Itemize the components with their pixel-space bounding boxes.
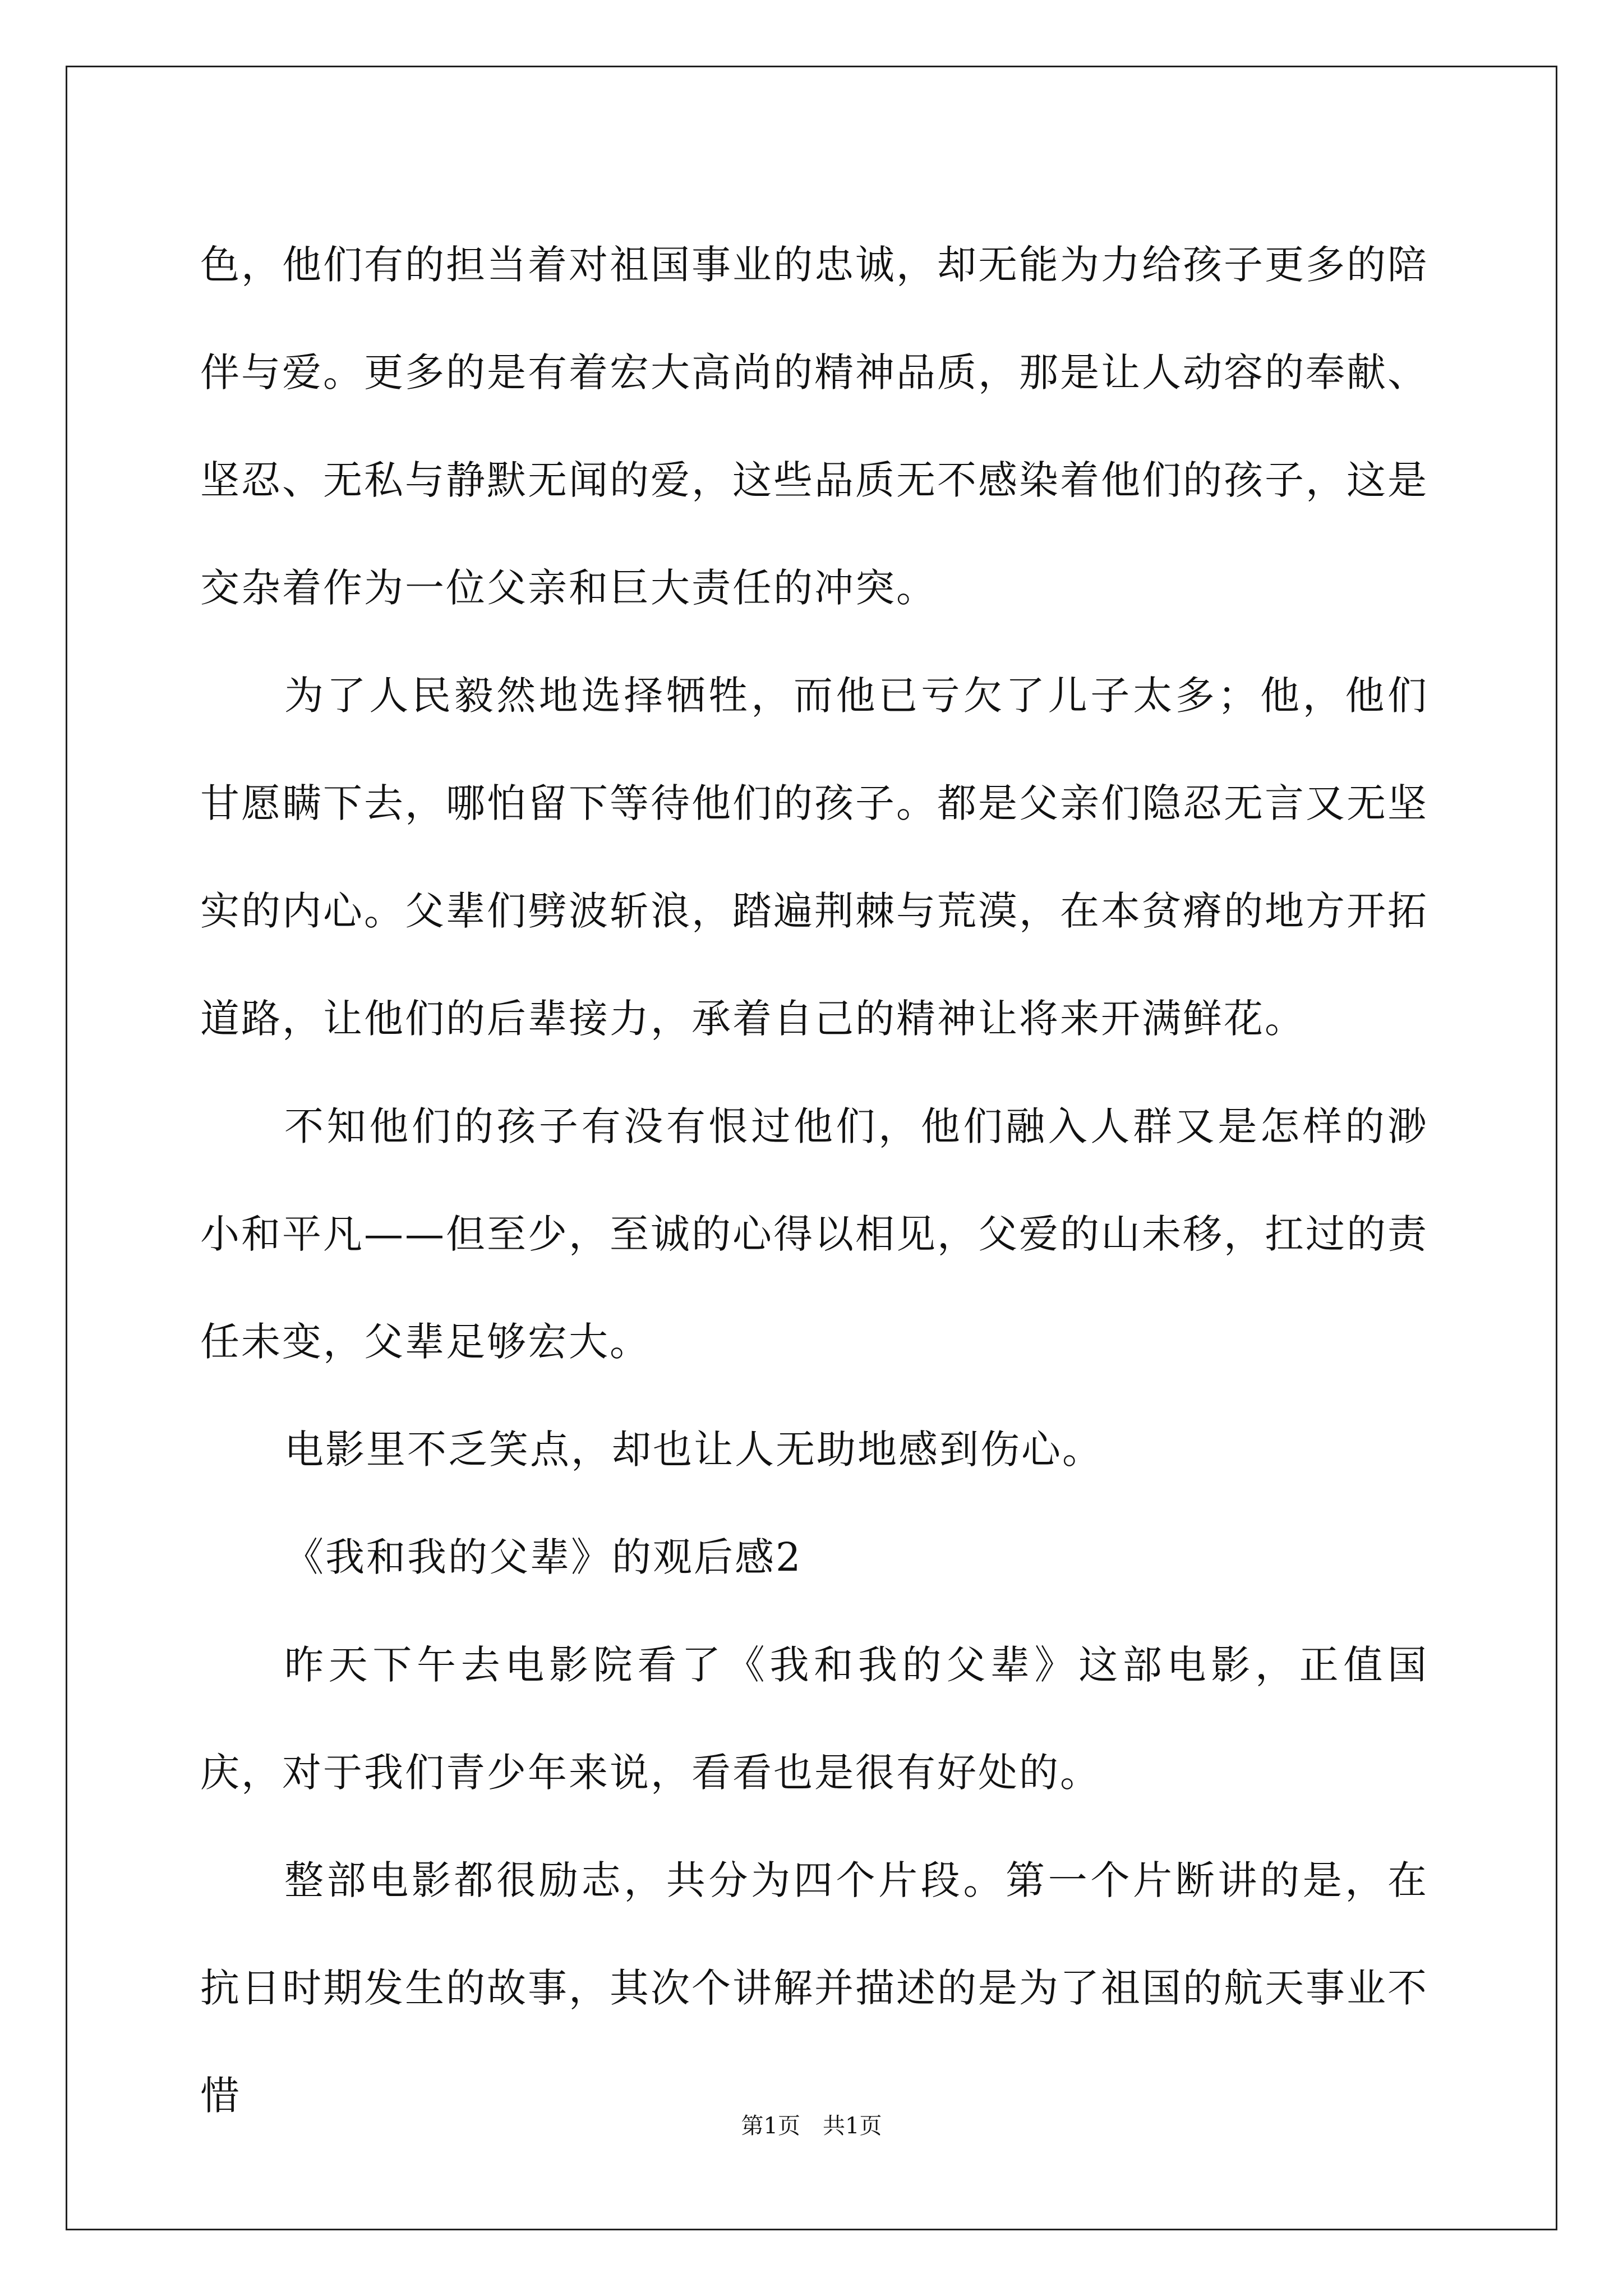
paragraph: 昨天下午去电影院看了《我和我的父辈》这部电影，正值国庆，对于我们青少年来说，看看也是很有好处的。 [200, 1642, 1428, 1796]
document-body [200, 211, 1428, 2150]
page-number-footer: 第1页 共1页 [741, 2113, 882, 2139]
paragraph: 为了人民毅然地选择牺牲，而他已亏欠了儿子太多；他，他们甘愿瞒下去，哪怕留下等待他们的孩子。都是父亲们隐忍无言又无坚实的内心。父辈们劈波斩浪，踏遍荆棘与荒漠，在本贫瘠的地方开拓道路，让他们的后辈接力，承着自己的精神让将来开满鲜花。 [200, 673, 1428, 1042]
section-heading: 《我和我的父辈》的观后感2 [284, 1534, 803, 1580]
paragraph: 电影里不乏笑点，却也让人无助地感到伤心。 [284, 1427, 1103, 1473]
paragraph: 整部电影都很励志，共分为四个片段。第一个片断讲的是，在抗日时期发生的故事，其次个讲解并描述的是为了祖国的航天事业不惜 [200, 1857, 1428, 2119]
paragraph: 不知他们的孩子有没有恨过他们，他们融入人群又是怎样的渺小和平凡——但至少，至诚的心得以相见，父爱的山未移，扛过的责任未变，父辈足够宏大。 [200, 1103, 1428, 1365]
paragraph-continuation: 色，他们有的担当着对祖国事业的忠诚，却无能为力给孩子更多的陪伴与爱。更多的是有着宏大高尚的精神品质，那是让人动容的奉献、坚忍、无私与静默无闻的爱，这些品质无不感染着他们的孩子，这是交杂着作为一位父亲和巨大责任的冲突。 [200, 242, 1428, 611]
